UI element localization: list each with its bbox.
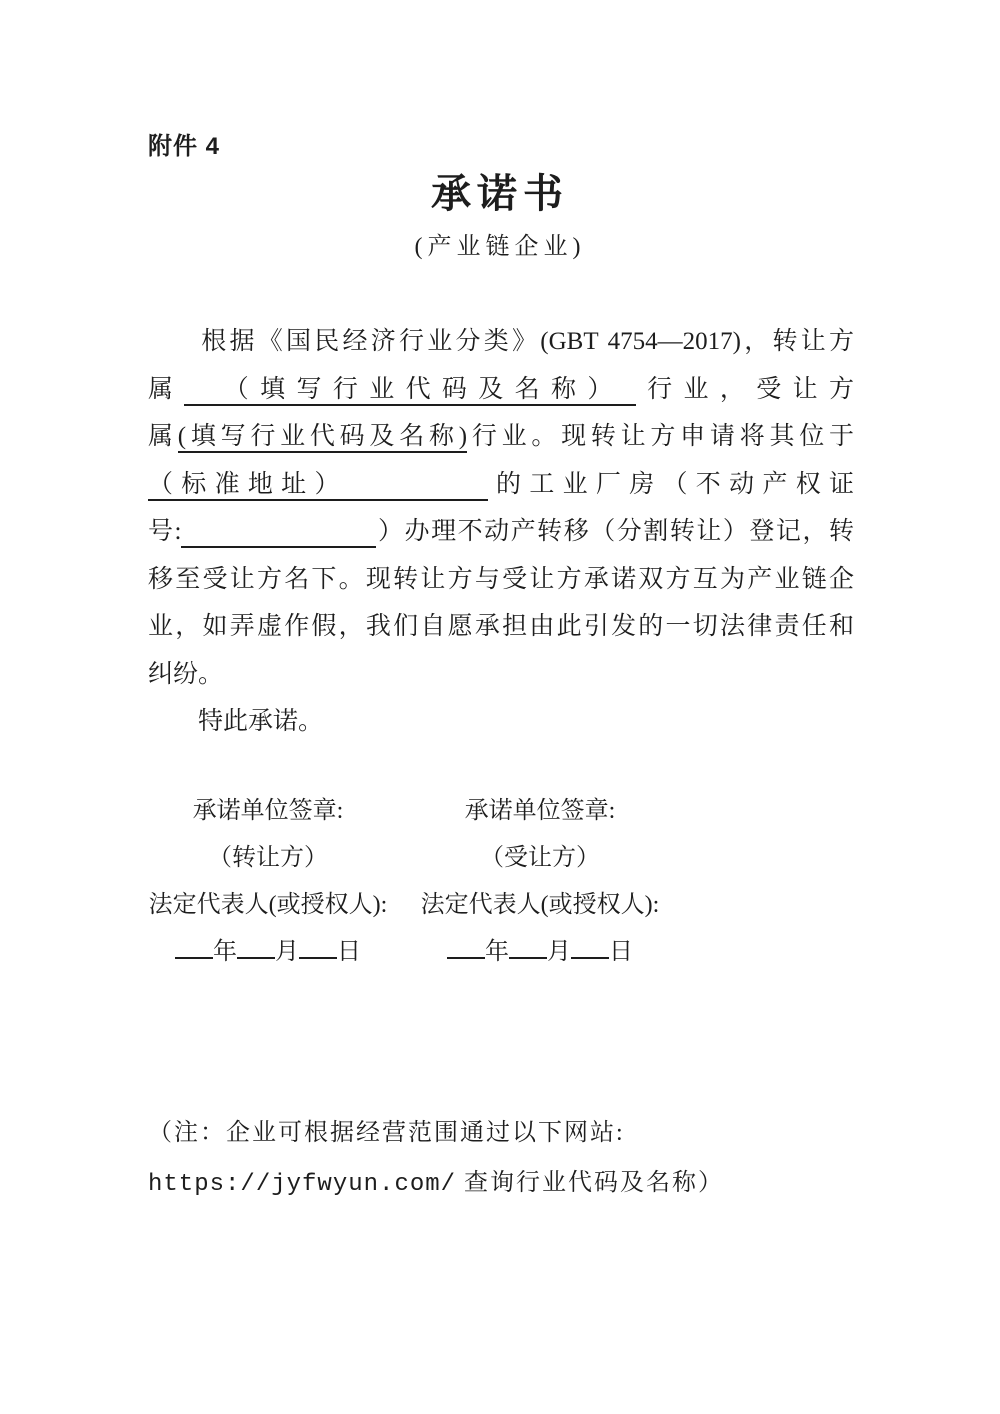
year-blank	[447, 939, 485, 959]
footnote-line-2	[148, 1158, 878, 1210]
body-line-6	[148, 556, 854, 604]
party-label: （转让方）	[208, 845, 328, 871]
month-blank	[237, 939, 275, 959]
blank-hint-text: （填写行业代码及名称）	[212, 375, 624, 403]
legal-representative-label: 法定代表人(或授权人):	[148, 892, 388, 918]
body-line-5	[148, 508, 854, 556]
body-line-2	[148, 366, 854, 414]
year-label: 年	[485, 939, 509, 965]
day-blank	[571, 939, 609, 959]
body-line-1	[148, 318, 854, 366]
legal-representative-label: 法定代表人(或授权人):	[420, 892, 660, 918]
body-text: 行业，受让方	[635, 375, 854, 403]
party-label: （受让方）	[480, 845, 600, 871]
body-text: 行业。现转让方申请将其位于	[467, 423, 854, 450]
body-line-9	[148, 698, 854, 746]
blank-space	[181, 535, 376, 539]
footnote-line-1: （注：企业可根据经营范围通过以下网站:	[148, 1120, 625, 1146]
document-subtitle: (产业链企业)	[414, 234, 586, 260]
body-text: 号:	[148, 518, 182, 545]
seal-label: 承诺单位签章:	[464, 798, 616, 824]
month-label: 月	[275, 939, 299, 965]
month-label: 月	[547, 939, 571, 965]
date-line	[415, 929, 665, 976]
month-blank	[509, 939, 547, 959]
date-line	[143, 929, 393, 976]
day-label: 日	[609, 939, 633, 965]
body-line-7	[148, 603, 854, 651]
blank-space	[184, 393, 212, 397]
blank-hint-text: （标准地址）	[148, 470, 348, 498]
footnote-text: 查询行业代码及名称）	[464, 1170, 725, 1196]
day-blank	[299, 939, 337, 959]
body-text: 纠纷。	[148, 660, 224, 688]
body-text: 特此承诺。	[198, 708, 324, 735]
attachment-label: 附件 4	[148, 133, 221, 160]
fill-in-blank-certificate-number	[181, 518, 376, 548]
body-text: 根据《国民经济行业分类》(GBT 4754—2017)，转让方	[198, 328, 854, 355]
year-blank	[175, 939, 213, 959]
body-line-8	[148, 651, 854, 699]
fill-in-blank-transferor-industry	[184, 376, 635, 406]
fill-in-blank-address	[148, 471, 488, 501]
body-text: 属	[148, 375, 185, 403]
signature-block-transferee	[415, 788, 665, 976]
blank-hint-text: (填写行业代码及名称)	[177, 423, 468, 450]
footnote	[148, 1108, 878, 1210]
body-text: ）办理不动产转移（分割转让）登记，转	[376, 518, 854, 545]
body-line-3	[148, 413, 854, 461]
blank-space	[624, 393, 636, 397]
body-text: 的工业厂房（不动产权证	[487, 470, 854, 498]
year-label: 年	[213, 939, 237, 965]
website-url: https://jyfwyun.com/	[148, 1171, 457, 1198]
body-text: 属	[148, 423, 178, 450]
day-label: 日	[337, 939, 361, 965]
body-text: 移至受让方名下。现转让方与受让方承诺双方互为产业链企	[148, 565, 854, 593]
signature-block-transferor	[143, 788, 393, 976]
body-text: 业，如弄虚作假，我们自愿承担由此引发的一切法律责任和	[148, 613, 854, 640]
blank-space	[348, 488, 488, 492]
body-paragraph	[148, 318, 854, 746]
body-line-4	[148, 461, 854, 509]
seal-label: 承诺单位签章:	[192, 798, 344, 824]
fill-in-blank-transferee-industry	[178, 423, 467, 453]
document-title: 承诺书	[431, 171, 569, 216]
